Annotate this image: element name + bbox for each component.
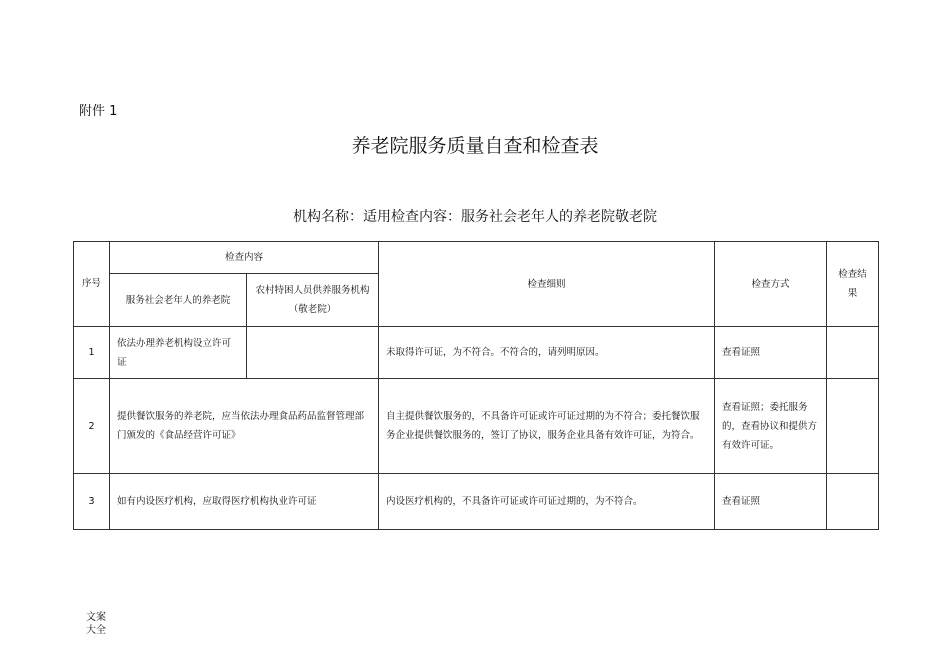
row-number: 3 xyxy=(74,474,110,530)
header-content-a: 服务社会老年人的养老院 xyxy=(110,274,247,327)
footer-text: 文案大全 xyxy=(86,612,106,636)
row-method: 查看证照 xyxy=(715,474,827,530)
row-result xyxy=(827,474,879,530)
header-result: 检查结果 xyxy=(827,242,879,327)
table-header-row xyxy=(74,242,879,274)
header-seq: 序号 xyxy=(74,242,110,327)
row-method: 查看证照；委托服务的，查看协议和提供方有效许可证。 xyxy=(715,379,827,474)
row-detail: 未取得许可证，为不符合。不符合的，请列明原因。 xyxy=(379,327,715,379)
header-content: 检查内容 xyxy=(110,242,379,274)
header-content-b: 农村特困人员供养服务机构（敬老院） xyxy=(247,274,379,327)
inspection-table xyxy=(73,241,879,530)
row-content: 提供餐饮服务的养老院，应当依法办理食品药品监督管理部门颁发的《食品经营许可证》 xyxy=(110,379,379,474)
header-method: 检查方式 xyxy=(715,242,827,327)
header-detail: 检查细则 xyxy=(379,242,715,327)
table-row xyxy=(74,379,879,474)
row-detail: 内设医疗机构的，不具备许可证或许可证过期的，为不符合。 xyxy=(379,474,715,530)
row-number: 2 xyxy=(74,379,110,474)
org-line: 机构名称：适用检查内容：服务社会老年人的养老院敬老院 xyxy=(293,209,657,225)
row-detail: 自主提供餐饮服务的，不具备许可证或许可证过期的为不符合；委托餐饮服务企业提供餐饮服务的，签订了协议，服务企业具备有效许可证，为符合。 xyxy=(379,379,715,474)
attachment-label: 附件 1 xyxy=(79,104,118,119)
page-title: 养老院服务质量自查和检查表 xyxy=(351,135,599,157)
row-method: 查看证照 xyxy=(715,327,827,379)
row-content-b xyxy=(247,327,379,379)
row-result xyxy=(827,379,879,474)
row-number: 1 xyxy=(74,327,110,379)
table-row xyxy=(74,474,879,530)
row-content: 如有内设医疗机构，应取得医疗机构执业许可证 xyxy=(110,474,379,530)
row-result xyxy=(827,327,879,379)
row-content-a: 依法办理养老机构设立许可证 xyxy=(110,327,247,379)
table-row xyxy=(74,327,879,379)
